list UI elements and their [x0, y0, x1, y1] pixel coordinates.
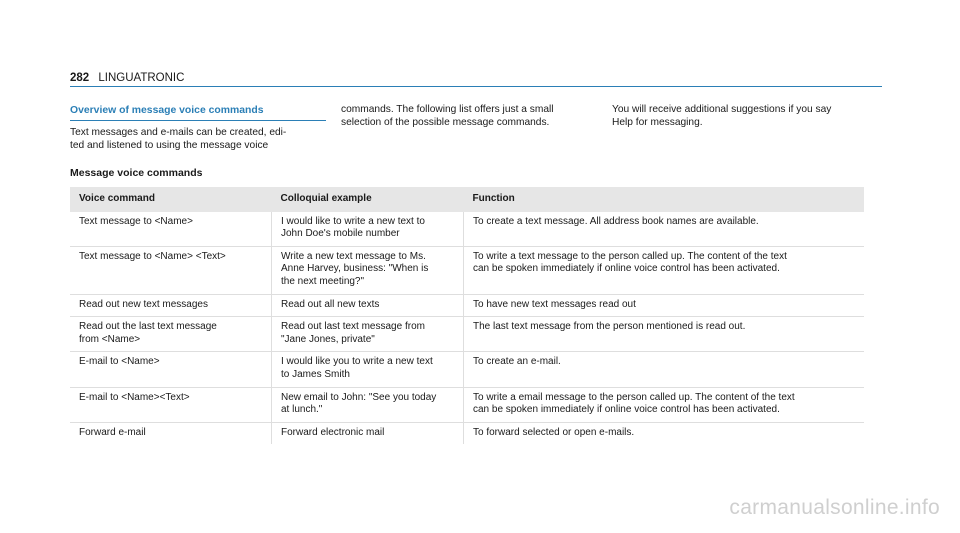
table-row: [70, 387, 864, 422]
colloquial-example-cell: Read out last text message from "Jane Jones, private": [272, 317, 464, 352]
voice-command-cell: E-mail to <Name>: [70, 352, 272, 387]
function-cell: To write a email message to the person called up. The content of the text can be spoken immediately if online voice control has been activated.: [464, 387, 865, 422]
voice-commands-table: [70, 187, 864, 444]
function-cell: To forward selected or open e-mails.: [464, 422, 865, 444]
voice-command-cell: Read out new text messages: [70, 294, 272, 317]
table-row: [70, 294, 864, 317]
overview-column-3: [612, 103, 870, 129]
voice-command-cell: Text message to <Name> <Text>: [70, 246, 272, 294]
table-title: Message voice commands: [70, 167, 203, 179]
colloquial-example-cell: Read out all new texts: [272, 294, 464, 317]
header-rule: [70, 86, 882, 87]
overview-column-1: [70, 104, 328, 153]
function-cell: To create a text message. All address book names are available.: [464, 212, 865, 247]
overview-text-2: commands. The following list offers just a small selection of the possible message commands.: [341, 104, 554, 129]
voice-command-cell: Forward e-mail: [79, 426, 146, 438]
overview-column-2: [341, 103, 599, 129]
voice-command-cell: Read out the last text message from <Name>: [70, 317, 272, 352]
voice-command-cell: Text message to <Name>: [70, 212, 272, 247]
colloquial-example-cell: I would like to write a new text to John Doe's mobile number: [272, 212, 464, 247]
function-cell: To create an e-mail.: [464, 352, 865, 387]
table-row: [70, 246, 864, 294]
colloquial-example-cell: Write a new text message to Ms. Anne Harvey, business: "When is the next meeting?": [272, 246, 464, 294]
colloquial-example-cell: Forward electronic mail: [272, 422, 464, 444]
header-colloquial-example: Colloquial example: [272, 187, 464, 212]
page-number: 282: [70, 72, 90, 84]
header-voice-command: Voice command: [70, 187, 272, 212]
watermark: carmanualsonline.info: [729, 496, 940, 519]
header-function: Function: [464, 187, 865, 212]
function-cell: To have new text messages read out: [464, 294, 865, 317]
table-row: [70, 422, 864, 444]
table-header-row: [70, 187, 864, 212]
page-header: [70, 72, 184, 84]
colloquial-example-cell: I would like you to write a new text to James Smith: [272, 352, 464, 387]
overview-text-1: Text messages and e-mails can be created, edi- ted and listened to using the message voice: [70, 127, 287, 152]
colloquial-example-cell: New email to John: "See you today at lunch.": [272, 387, 464, 422]
function-cell: The last text message from the person mentioned is read out.: [464, 317, 865, 352]
overview-title: Overview of message voice commands: [70, 104, 326, 121]
section-name: LINGUATRONIC: [98, 72, 185, 84]
table-row: [70, 352, 864, 387]
function-cell: To write a text message to the person called up. The content of the text can be spoken immediately if online voice control has been activated.: [464, 246, 865, 294]
overview-text-3: You will receive additional suggestions if you say Help for messaging.: [612, 104, 832, 129]
table-row: [70, 212, 864, 247]
voice-command-cell: E-mail to <Name><Text>: [70, 387, 272, 422]
table-row: [70, 317, 864, 352]
